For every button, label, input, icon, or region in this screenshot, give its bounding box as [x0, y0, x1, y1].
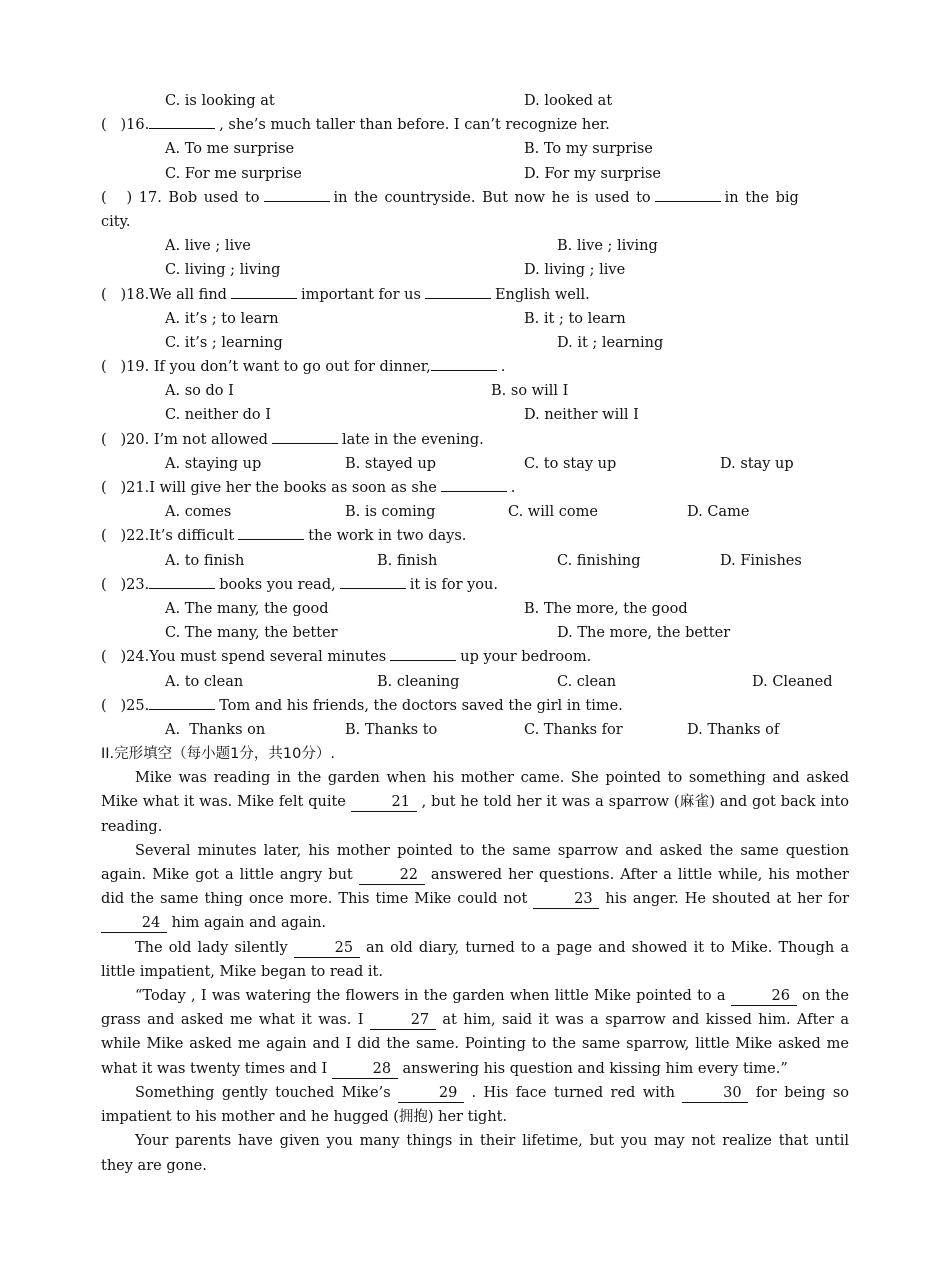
answer-blank — [149, 573, 215, 589]
answer-blank — [231, 283, 297, 299]
q20-option-a: A. staying up — [165, 455, 262, 472]
q21-option-c: C. will come — [508, 504, 598, 521]
question-text: English well. — [494, 286, 590, 303]
q19-options-row2 — [101, 403, 849, 427]
answer-paren[interactable]: ( ) — [101, 117, 127, 134]
q22-option-d: D. Finishes — [720, 552, 802, 569]
q16-option-d: D. For my surprise — [524, 165, 661, 182]
question-text: in the countryside. But now he is used to — [333, 189, 651, 206]
paragraph-text: on the grass and asked me what it was. I — [101, 988, 850, 1029]
q21-option-a: A. comes — [165, 504, 232, 521]
q20-stem — [101, 428, 849, 452]
answer-paren[interactable]: ( ) — [101, 649, 127, 666]
q19-option-c: C. neither do I — [165, 407, 271, 424]
question-text: the work in two days. — [308, 528, 467, 545]
q18-option-b: B. it ; to learn — [524, 310, 626, 327]
answer-blank — [264, 186, 330, 202]
q21-stem — [101, 476, 849, 500]
q18-stem — [101, 283, 849, 307]
question-text: up your bedroom. — [460, 649, 592, 666]
answer-blank — [340, 573, 406, 589]
q19-stem — [101, 355, 849, 379]
q23-option-a: A. The many, the good — [165, 600, 329, 617]
question-number: 20. — [126, 431, 150, 448]
question-text: I will give her the books as soon as she — [149, 480, 437, 496]
cloze-blank-30[interactable]: 30 — [682, 1084, 748, 1103]
q18-options-row1 — [101, 307, 849, 331]
question-number: 19. — [126, 359, 150, 376]
q21-options-row — [101, 500, 849, 524]
paragraph-text: . His face turned red with — [471, 1084, 675, 1101]
answer-blank — [390, 645, 456, 661]
cloze-blank-21[interactable]: 21 — [351, 793, 417, 812]
q22-option-c: C. finishing — [557, 552, 641, 569]
q20-option-d: D. stay up — [720, 455, 794, 472]
question-text: It’s difficult — [149, 528, 235, 545]
q22-option-b: B. finish — [377, 552, 438, 569]
answer-blank — [441, 476, 507, 492]
q16-option-b: B. To my surprise — [524, 141, 653, 158]
q17-option-d: D. living ; live — [524, 262, 626, 279]
answer-blank — [149, 113, 215, 129]
answer-paren[interactable]: ( ) — [101, 576, 127, 593]
cloze-blank-24[interactable]: 24 — [101, 914, 167, 933]
q25-stem — [101, 694, 849, 718]
q25-option-d: D. Thanks of — [687, 721, 780, 738]
exam-page — [101, 89, 849, 1178]
q20-option-b: B. stayed up — [345, 455, 437, 472]
cloze-paragraph-5 — [101, 1081, 849, 1129]
q20-options-row — [101, 452, 849, 476]
cloze-blank-29[interactable]: 29 — [398, 1084, 464, 1103]
question-text: it is for you. — [409, 576, 498, 593]
q19-option-a: A. so do I — [165, 383, 234, 400]
q16-options-row1 — [101, 137, 849, 161]
answer-paren[interactable]: ( ) — [101, 697, 127, 714]
answer-blank — [655, 186, 721, 202]
paragraph-text: an old diary, turned to a page and showed it to Mike. Though a little impatient, Mike began to read it. — [101, 939, 849, 980]
question-text: You must spend several minutes — [149, 649, 387, 666]
q22-stem — [101, 524, 849, 548]
q23-option-b: B. The more, the good — [524, 600, 688, 617]
paragraph-text: for being so impatient to his mother and he hugged (拥抱) her tight. — [101, 1084, 849, 1126]
paragraph-text: answered her questions. After a little while, his mother did the same thing once more. This time Mike could not — [101, 867, 849, 908]
q18-option-a: A. it’s ; to learn — [165, 310, 279, 327]
question-number: 22. — [126, 528, 150, 545]
paragraph-text: The old lady silently — [135, 939, 288, 956]
paragraph-text: at him, said it was a sparrow and kissed him. After a while Mike asked me again and I did the same. Pointing to the same sparrow, little Mike asked me what it was twenty times and I — [101, 1012, 850, 1077]
question-text: We all find — [149, 286, 227, 303]
q21-option-d: D. Came — [687, 504, 750, 521]
q18-option-c: C. it’s ; learning — [165, 334, 283, 351]
paragraph-text: Something gently touched Mike’s — [135, 1084, 391, 1101]
question-number: 25. — [126, 697, 150, 714]
q22-option-a: A. to finish — [165, 552, 245, 569]
cloze-paragraph-6: Your parents have given you many things in their lifetime, but you may not realize that until they are gone. — [101, 1133, 849, 1174]
question-text: late in the evening. — [341, 431, 484, 448]
q23-option-d: D. The more, the better — [557, 625, 731, 642]
q17-options-row1 — [101, 234, 849, 258]
q25-option-b: B. Thanks to — [345, 721, 438, 738]
q23-options-row2 — [101, 621, 849, 645]
question-text: . — [500, 359, 506, 376]
question-text: If you don’t want to go out for dinner, — [149, 359, 431, 376]
answer-blank — [272, 428, 338, 444]
question-text: I’m not allowed — [149, 431, 268, 448]
cloze-blank-27[interactable]: 27 — [370, 1011, 436, 1030]
cloze-paragraph-3 — [101, 936, 849, 984]
cloze-paragraph-1 — [101, 766, 849, 839]
answer-paren[interactable]: ( ) — [101, 528, 127, 545]
answer-paren[interactable]: ( ) — [101, 189, 133, 206]
q25-options-row — [101, 718, 849, 742]
q24-option-a: A. to clean — [165, 673, 244, 690]
paragraph-text: “Today , I was watering the flowers in the garden when little Mike pointed to a — [135, 988, 726, 1005]
q24-options-row — [101, 670, 849, 694]
q16-option-a: A. To me surprise — [165, 141, 295, 158]
q17-option-b: B. live ; living — [557, 238, 658, 255]
q17-options-row2 — [101, 258, 849, 282]
question-number: 24. — [126, 649, 150, 666]
answer-blank — [238, 524, 304, 540]
question-text: Tom and his friends, the doctors saved the girl in time. — [219, 697, 623, 714]
q24-stem — [101, 645, 849, 669]
q17-stem-wrap: city. — [101, 213, 131, 230]
answer-blank — [431, 355, 497, 371]
q25-option-c: C. Thanks for — [524, 721, 623, 738]
q23-stem — [101, 573, 849, 597]
q19-options-row1 — [101, 379, 849, 403]
q16-stem — [101, 113, 849, 137]
cloze-blank-23[interactable]: 23 — [533, 890, 599, 909]
q24-option-d: D. Cleaned — [752, 673, 833, 690]
answer-paren[interactable]: ( ) — [101, 431, 127, 448]
q17-option-c: C. living ; living — [165, 262, 281, 279]
q18-option-d: D. it ; learning — [557, 334, 664, 351]
cloze-paragraph-4 — [101, 984, 849, 1081]
answer-paren[interactable]: ( ) — [101, 286, 127, 303]
q16-options-row2 — [101, 162, 849, 186]
q15-option-c: C. is looking at — [165, 93, 275, 109]
answer-paren[interactable]: ( ) — [101, 480, 127, 496]
question-number: 17. — [132, 189, 162, 206]
q17-option-a: A. live ; live — [165, 238, 251, 255]
q19-option-b: B. so will I — [491, 383, 569, 400]
question-text: Bob used to — [161, 189, 260, 206]
question-number: 23. — [126, 576, 150, 593]
cloze-blank-22[interactable]: 22 — [359, 866, 425, 885]
q23-option-c: C. The many, the better — [165, 625, 338, 642]
answer-blank — [425, 283, 491, 299]
q24-option-c: C. clean — [557, 673, 617, 690]
question-text: books you read, — [219, 576, 336, 593]
q21-option-b: B. is coming — [345, 504, 436, 521]
paragraph-text: him again and again. — [171, 915, 327, 932]
q25-option-a: A. Thanks on — [165, 721, 266, 738]
question-number: 21. — [126, 480, 150, 496]
paragraph-text: his anger. He shouted at her for — [605, 891, 850, 908]
q15-options-row — [101, 89, 849, 113]
question-text: . — [510, 480, 516, 496]
q20-option-c: C. to stay up — [524, 455, 617, 472]
paragraph-text: answering his question and kissing him every time.” — [402, 1060, 788, 1077]
q18-options-row2 — [101, 331, 849, 355]
question-text: in the big — [724, 189, 799, 206]
q22-options-row — [101, 549, 849, 573]
question-text: , she’s much taller than before. I can’t recognize her. — [219, 117, 610, 134]
cloze-blank-25[interactable]: 25 — [294, 939, 360, 958]
question-number: 16. — [126, 117, 150, 134]
answer-paren[interactable]: ( ) — [101, 359, 127, 376]
cloze-paragraph-2 — [101, 839, 849, 936]
q19-option-d: D. neither will I — [524, 407, 639, 424]
q23-options-row1 — [101, 597, 849, 621]
q17-stem — [101, 186, 849, 210]
paragraph-text: Mike was reading in the garden when his mother came. She pointed to something and asked Mike what it was. Mike felt quite — [101, 770, 849, 811]
question-number: 18. — [126, 286, 150, 303]
section-heading: II.完形填空（每小题1分，共10分）. — [101, 746, 335, 763]
paragraph-text: , but he told her it was a sparrow (麻雀) and got back into reading. — [101, 794, 850, 835]
cloze-blank-28[interactable]: 28 — [332, 1060, 398, 1079]
question-text: important for us — [300, 286, 421, 303]
q16-option-c: C. For me surprise — [165, 165, 302, 182]
q15-option-d: D. looked at — [524, 93, 613, 109]
cloze-blank-26[interactable]: 26 — [731, 987, 797, 1006]
answer-blank — [149, 694, 215, 710]
paragraph-text: Several minutes later, his mother pointed to the same sparrow and asked the same question again. Mike got a little angry but — [101, 842, 849, 884]
q24-option-b: B. cleaning — [377, 673, 460, 690]
